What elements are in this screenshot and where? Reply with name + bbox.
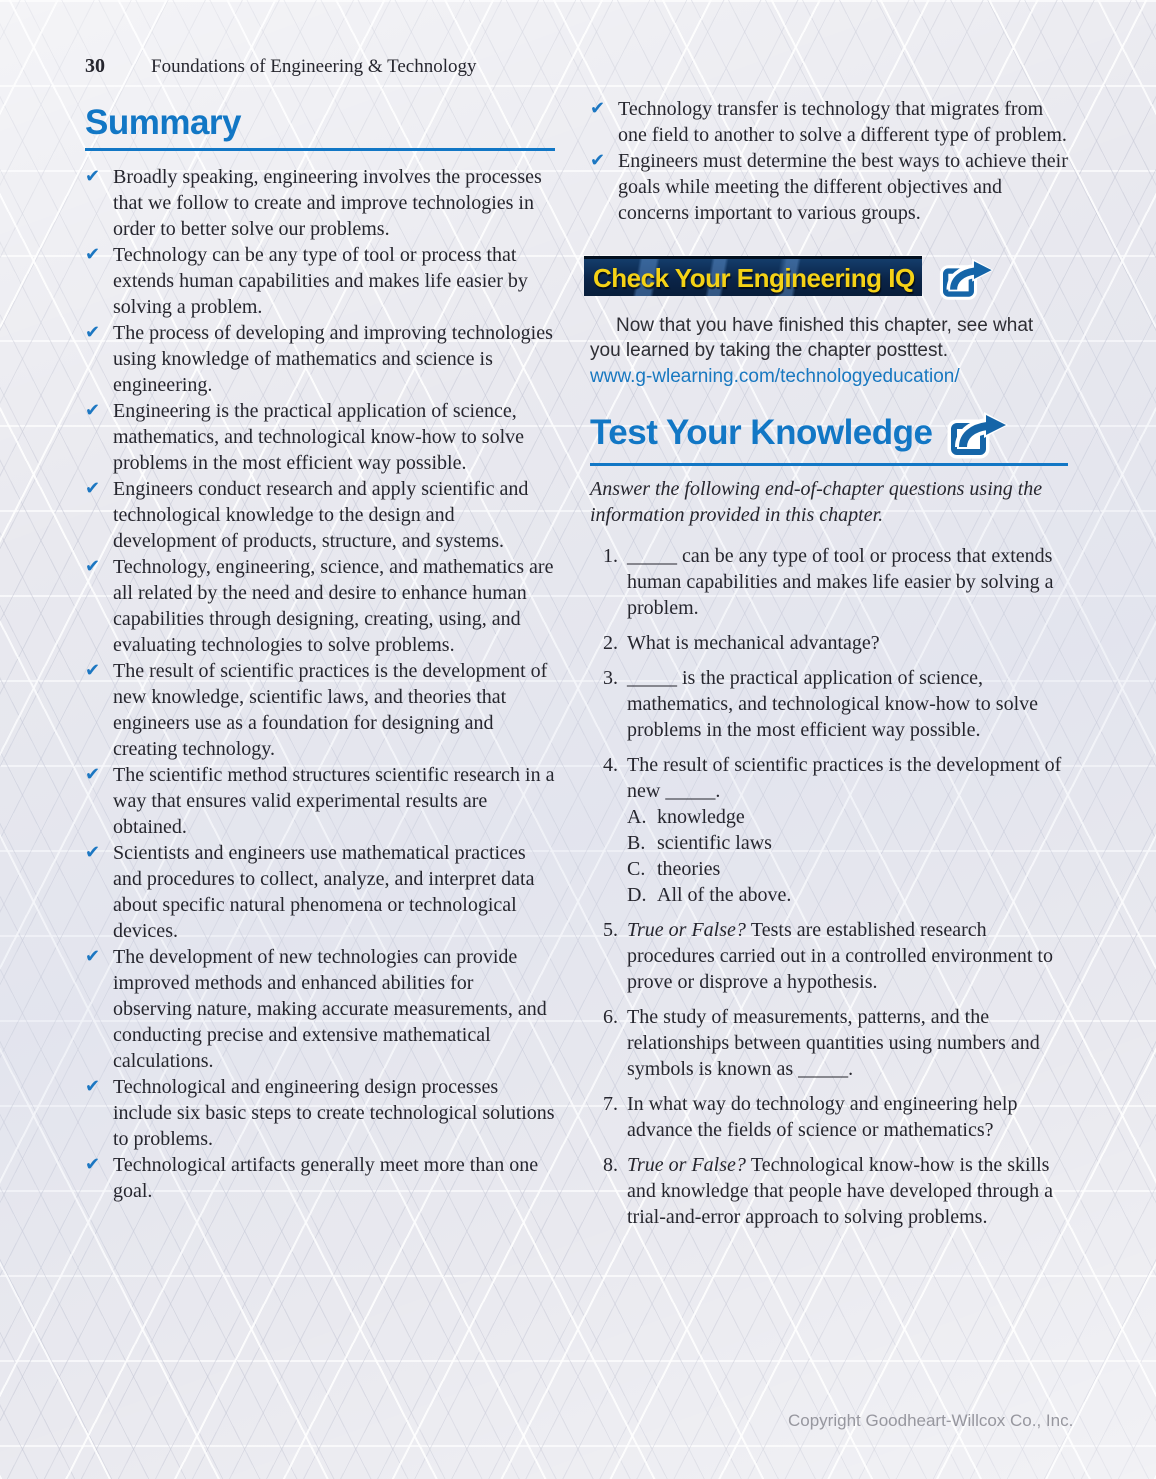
summary-bullet-text: The scientific method structures scientific research in a way that ensures valid experimental results are obtained. [113, 764, 555, 838]
check-iq-text: Now that you have finished this chapter, see what you learned by taking the chapter posttest. [590, 315, 1034, 361]
question-number: 1. [603, 545, 618, 567]
question-text: _____ is the practical application of science, mathematics, and technological know-how to solve problems in the most efficient way possible. [627, 667, 1039, 741]
question-text: True or False? Tests are established research procedures carried out in a controlled environment to prove or disprove a hypothesis. [627, 919, 1053, 993]
answer-option-letter: B. [627, 832, 646, 854]
summary-bullet [85, 242, 555, 320]
question-number: 5. [603, 919, 618, 941]
summary-bullet-text: Technological artifacts generally meet more than one goal. [113, 1154, 539, 1202]
check-mark-icon: ✔ [85, 1154, 101, 1175]
question-text: In what way do technology and engineering help advance the fields of science or mathematics? [627, 1093, 1018, 1141]
summary-bullet [85, 762, 555, 840]
running-head: Foundations of Engineering & Technology [151, 56, 477, 77]
summary-bullet [85, 658, 555, 762]
left-column [85, 103, 555, 1204]
summary-bullet-text: Engineers conduct research and apply scientific and technological knowledge to the design and development of products, structure, and systems. [113, 478, 529, 552]
summary-bullet-text: The process of developing and improving technologies using knowledge of mathematics and science is engineering. [113, 322, 553, 396]
check-mark-icon: ✔ [85, 556, 101, 577]
summary-bullet [85, 164, 555, 242]
summary-bullet-text: Engineers must determine the best ways to achieve their goals while meeting the different objectives and concerns important to various groups. [618, 150, 1068, 224]
check-mark-icon: ✔ [85, 166, 101, 187]
question-item [590, 752, 1068, 908]
test-your-knowledge-heading [590, 413, 1068, 461]
question-list [590, 543, 1068, 1230]
answer-option [627, 804, 1068, 830]
check-mark-icon: ✔ [590, 150, 606, 171]
check-mark-icon: ✔ [85, 1076, 101, 1097]
question-text: The study of measurements, patterns, and the relationships between quantities using numbers and symbols is known as _____. [627, 1006, 1040, 1080]
summary-title: Summary [85, 103, 242, 142]
answer-option-text: scientific laws [657, 832, 772, 854]
answer-option-letter: D. [627, 884, 647, 906]
test-your-knowledge-rule [590, 463, 1068, 466]
summary-bullet-list-left [85, 164, 555, 1204]
summary-bullet [85, 1074, 555, 1152]
summary-bullet [85, 840, 555, 944]
question-number: 7. [603, 1093, 618, 1115]
summary-bullet-text: Technology transfer is technology that migrates from one field to another to solve a different type of problem. [618, 98, 1067, 146]
page-number: 30 [85, 55, 105, 77]
answer-option [627, 830, 1068, 856]
question-number: 3. [603, 667, 618, 689]
check-mark-icon: ✔ [85, 842, 101, 863]
check-mark-icon: ✔ [85, 478, 101, 499]
summary-bullet-text: Technology, engineering, science, and mathematics are all related by the need and desire to enhance human capabilities through designing, creating, using, and evaluating technologies to solve problems. [113, 556, 554, 656]
summary-bullet-text: The development of new technologies can provide improved methods and enhanced abilities for observing nature, making accurate measurements, and conducting precise and extensive mathematical calculations. [113, 946, 547, 1072]
answer-option-text: theories [657, 858, 721, 880]
external-link-icon[interactable] [946, 409, 1008, 461]
question-number: 8. [603, 1154, 618, 1176]
answer-option [627, 856, 1068, 882]
external-link-icon[interactable] [938, 256, 994, 302]
answer-option-text: All of the above. [657, 884, 792, 906]
summary-bullet [85, 554, 555, 658]
question-item [590, 1004, 1068, 1082]
check-iq-banner[interactable] [584, 256, 922, 296]
check-mark-icon: ✔ [85, 946, 101, 967]
check-iq-row [584, 256, 1068, 302]
summary-bullet [590, 96, 1068, 148]
check-mark-icon: ✔ [85, 400, 101, 421]
question-number: 2. [603, 632, 618, 654]
answer-option [627, 882, 1068, 908]
check-mark-icon: ✔ [590, 98, 606, 119]
check-mark-icon: ✔ [85, 244, 101, 265]
summary-bullet-text: Technology can be any type of tool or process that extends human capabilities and makes life easier by solving a problem. [113, 244, 528, 318]
question-true-false-prefix: True or False? [627, 919, 751, 941]
summary-bullet [85, 1152, 555, 1204]
question-item [590, 630, 1068, 656]
summary-bullet [590, 148, 1068, 226]
summary-bullet-text: Broadly speaking, engineering involves the processes that we follow to create and improve technologies in order to better solve our problems. [113, 166, 542, 240]
question-number: 6. [603, 1006, 618, 1028]
right-column [590, 96, 1068, 1239]
question-item [590, 1091, 1068, 1143]
question-text: The result of scientific practices is the development of new _____. A. knowledge B. scientific laws C. theories D. All of the above. [627, 752, 1068, 908]
test-your-knowledge-intro: Answer the following end-of-chapter questions using the information provided in this chapter. [590, 478, 1043, 526]
summary-bullet-text: Technological and engineering design processes include six basic steps to create technological solutions to problems. [113, 1076, 555, 1150]
summary-bullet-text: Engineering is the practical application of science, mathematics, and technological know-how to solve problems in the most efficient way possible. [113, 400, 525, 474]
check-iq-banner-label: Check Your Engineering IQ [593, 262, 915, 293]
summary-bullet [85, 944, 555, 1074]
copyright-notice: Copyright Goodheart-Willcox Co., Inc. [788, 1411, 1074, 1430]
check-iq-url-link[interactable]: www.g-wlearning.com/technologyeducation/ [590, 366, 960, 387]
summary-bullet-list-right [590, 96, 1068, 226]
question-number: 4. [603, 754, 618, 776]
summary-bullet-text: The result of scientific practices is the development of new knowledge, scientific laws, and theories that engineers use as a foundation for designing and creating technology. [113, 660, 548, 760]
check-mark-icon: ✔ [85, 764, 101, 785]
answer-option-letter: C. [627, 858, 646, 880]
test-your-knowledge-title: Test Your Knowledge [590, 413, 933, 452]
summary-bullet [85, 320, 555, 398]
summary-bullet [85, 476, 555, 554]
question-text: _____ can be any type of tool or process that extends human capabilities and makes life easier by solving a problem. [627, 545, 1054, 619]
answer-option-letter: A. [627, 806, 647, 828]
answer-option-text: knowledge [657, 806, 745, 828]
answer-options [627, 804, 1068, 908]
question-item [590, 1152, 1068, 1230]
question-text: What is mechanical advantage? [627, 632, 880, 654]
question-item [590, 543, 1068, 621]
question-text: True or False? Technological know-how is the skills and knowledge that people have developed through a trial-and-error approach to solving problems. [627, 1154, 1053, 1228]
question-item [590, 665, 1068, 743]
summary-title-rule [85, 148, 555, 151]
check-mark-icon: ✔ [85, 322, 101, 343]
question-item [590, 917, 1068, 995]
check-mark-icon: ✔ [85, 660, 101, 681]
summary-bullet [85, 398, 555, 476]
summary-bullet-text: Scientists and engineers use mathematical practices and procedures to collect, analyze, and interpret data about specific natural phenomena or technological devices. [113, 842, 535, 942]
question-true-false-prefix: True or False? [627, 1154, 751, 1176]
